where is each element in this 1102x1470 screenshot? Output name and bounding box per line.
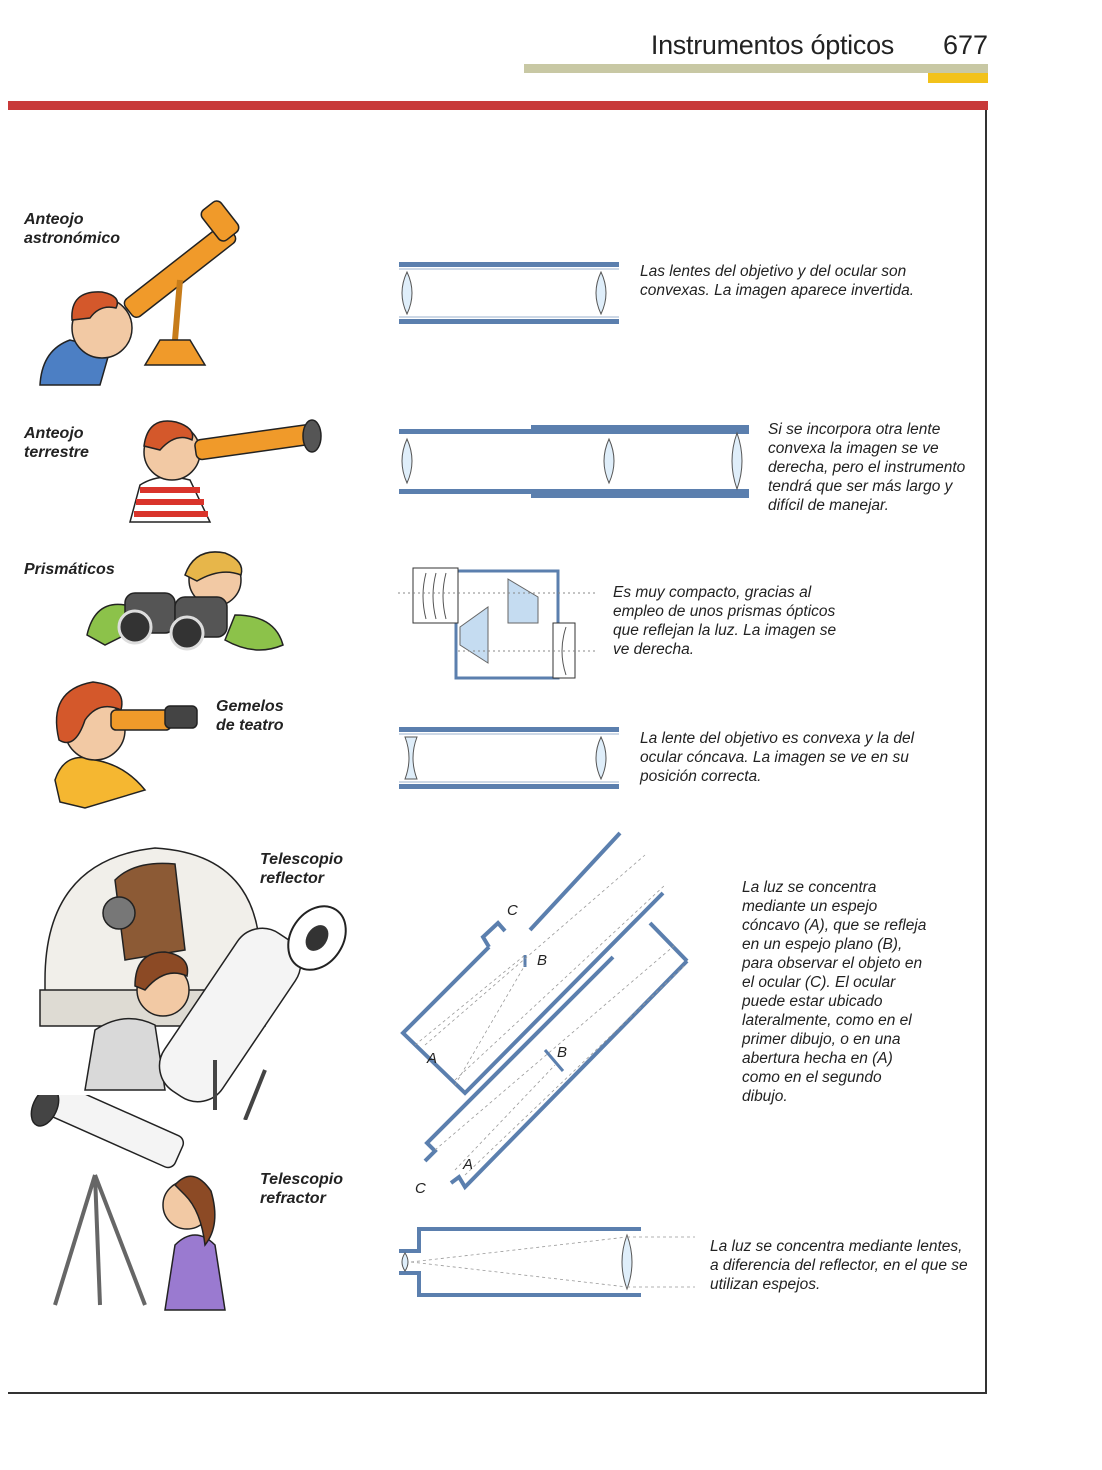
desc-telescopio-refractor: La luz se concentra mediante lentes, a diferencia del reflector, en el que se utilizan espejos. bbox=[710, 1238, 968, 1293]
illustration-opera-glasses bbox=[45, 670, 205, 810]
diagram-letter-a-lower: A bbox=[463, 1156, 474, 1173]
diagram-opera-glasses bbox=[395, 725, 625, 793]
page-title: Instrumentos ópticos bbox=[650, 30, 894, 60]
header-rule-olive bbox=[524, 64, 988, 73]
label-telescopio-reflector: Telescopio reflector bbox=[260, 851, 343, 887]
label-gemelos-de-teatro: Gemelos de teatro bbox=[216, 698, 284, 734]
diagram-reflecting-telescope bbox=[395, 815, 715, 1200]
label-telescopio-refractor: Telescopio refractor bbox=[260, 1171, 343, 1207]
label-prismaticos: Prismáticos bbox=[24, 561, 115, 578]
illustration-refracting-telescope bbox=[25, 1095, 235, 1315]
header-rule-yellow bbox=[928, 73, 988, 83]
desc-anteojo-terrestre: Si se incorpora otra lente convexa la imagen se ve derecha, pero el instrumento tendrá que ser más largo y difícil de manejar. bbox=[768, 421, 966, 514]
header-rule-red bbox=[8, 101, 988, 110]
diagram-letter-b-upper: B bbox=[537, 952, 548, 969]
diagram-terrestrial-telescope bbox=[395, 423, 755, 499]
desc-prismaticos: Es muy compacto, gracias al empleo de unos prismas ópticos que reflejan la luz. La imagen se ve derecha. bbox=[613, 584, 837, 658]
label-anteojo-terrestre: Anteojo terrestre bbox=[24, 425, 89, 461]
diagram-binoculars bbox=[398, 563, 598, 683]
illustration-reflecting-telescope bbox=[35, 840, 355, 1120]
diagram-astronomical-telescope bbox=[395, 260, 625, 328]
page-number: 677 bbox=[942, 30, 988, 60]
desc-gemelos-de-teatro: La lente del objetivo es convexa y la del ocular cóncava. La imagen se ve en su posición correcta. bbox=[640, 730, 915, 785]
desc-anteojo-astronomico: Las lentes del objetivo y del ocular son convexas. La imagen aparece invertida. bbox=[640, 263, 914, 299]
illustration-terrestrial-telescope bbox=[120, 410, 330, 525]
diagram-letter-a-upper: A bbox=[427, 1050, 438, 1067]
diagram-letter-b-lower: B bbox=[557, 1044, 568, 1061]
diagram-letter-c-lower: C bbox=[415, 1180, 426, 1197]
diagram-refracting-telescope bbox=[395, 1225, 695, 1300]
diagram-letter-c-upper: C bbox=[507, 902, 518, 919]
illustration-astronomical-telescope bbox=[30, 200, 240, 390]
desc-telescopio-reflector: La luz se concentra mediante un espejo cóncavo (A), que se refleja en un espejo plano (B), para observar el objeto en el ocular (C). El ocular puede estar ubicado lateralmente, como en el primer dibujo, o en una abertura hecha en (A) como en el segundo dibujo. bbox=[742, 879, 927, 1105]
label-anteojo-astronomico: Anteojo astronómico bbox=[24, 211, 121, 247]
illustration-binoculars bbox=[85, 545, 290, 660]
